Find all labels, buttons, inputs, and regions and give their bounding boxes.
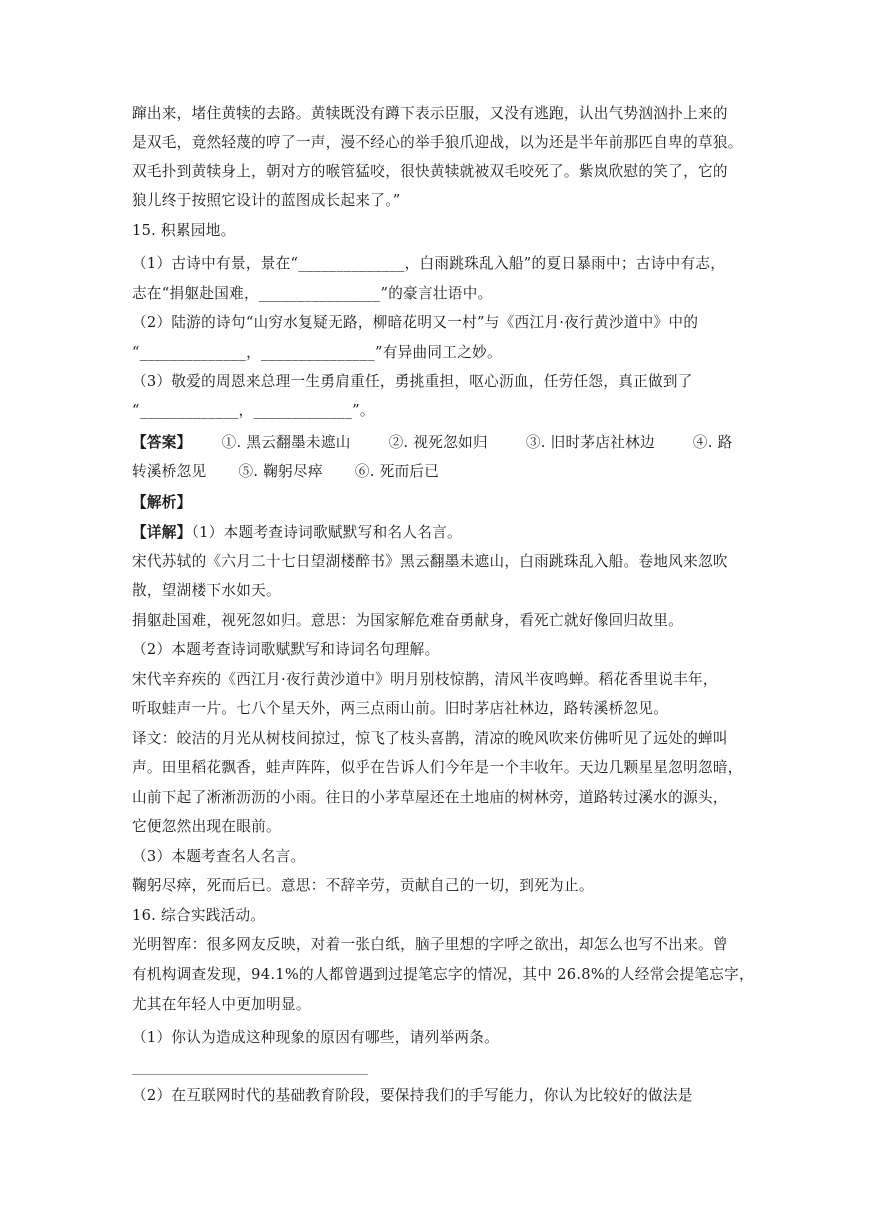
analysis-line-12: 鞠躬尽瘁，死而后已。意思：不辞辛劳，贡献自己的一切，到死为止。 — [132, 877, 594, 894]
q15-line-2: 志在“捐躯赴国难，________________”的豪言壮语中。 — [132, 285, 493, 302]
detail-line — [132, 523, 462, 543]
analysis-line-7: 译文：皎洁的月光从树枝间掠过，惊飞了枝头喜鹊，清凉的晚风吹来仿佛听见了远处的蝉叫 — [132, 730, 728, 747]
analysis-line-1: 宋代苏轼的《六月二十七日望湖楼醉书》黑云翻墨未遮山，白雨跳珠乱入船。卷地风来忽吹 — [132, 553, 728, 570]
analysis-label: 【解析】 — [132, 494, 192, 511]
analysis-line-2: 散，望湖楼下水如天。 — [132, 582, 281, 599]
analysis-line-11: （3）本题考查名人名言。 — [132, 848, 306, 865]
analysis-line-9: 山前下起了淅淅沥沥的小雨。往日的小茅草屋还在土地庙的树林旁，道路转过溪水的源头， — [132, 789, 728, 806]
q15-line-6: “_____________，_____________”。 — [132, 402, 375, 419]
answer-row-1 — [132, 433, 733, 453]
analysis-line-4: （2）本题考查诗词歌赋默写和诗词名句理解。 — [132, 641, 440, 658]
q16-line-4: （1）你认为造成这种现象的原因有哪些，请列举两条。 — [132, 1029, 500, 1046]
q15-line-4: “______________，_______________”有异曲同工之妙。 — [132, 344, 502, 361]
detail-first: （1）本题考查诗词歌赋默写和名人名言。 — [191, 524, 462, 541]
intro-line-3: 双毛扑到黄犊身上，朝对方的喉管猛咬，很快黄犊就被双毛咬死了。紫岚欣慰的笑了，它的 — [132, 163, 728, 180]
answer-4: ④. 路 — [692, 434, 733, 451]
analysis-line-5: 宋代辛弃疾的《西江月·夜行黄沙道中》明月别枝惊鹊，清风半夜鸣蝉。稻花香里说丰年， — [132, 671, 718, 688]
analysis-line-3: 捐躯赴国难，视死忽如归。意思：为国家解危难奋勇献身，看死亡就好像回归故里。 — [132, 612, 684, 629]
q16-title: 16. 综合实践活动。 — [132, 907, 266, 924]
q15-title: 15. 积累园地。 — [132, 222, 236, 239]
q15-line-5: （3）敬爱的周恩来总理一生勇肩重任，勇挑重担，呕心沥血，任劳任怨，真正做到了 — [132, 373, 693, 390]
answer-blank-line — [132, 1074, 368, 1075]
analysis-line-8: 声。田里稻花飘香，蛙声阵阵，似乎在告诉人们今年是一个丰收年。天边几颗星星忽明忽暗， — [132, 759, 743, 776]
q16-line-1: 光明智库：很多网友反映，对着一张白纸，脑子里想的字呼之欲出，却怎么也写不出来。曾 — [132, 936, 728, 953]
q16-line-2: 有机构调查发现，94.1%的人都曾遇到过提笔忘字的情况，其中 26.8%的人经常会提笔忘字， — [132, 966, 754, 983]
analysis-line-6: 听取蛙声一片。七八个星天外，两三点雨山前。旧时茅店社林边，路转溪桥忽见。 — [132, 700, 669, 717]
answer-4-cont: 转溪桥忽见 — [132, 463, 207, 480]
intro-line-2: 是双毛，竟然轻蔑的哼了一声，漫不经心的举手狼爪迎战，以为还是半年前那匹自卑的草狼。 — [132, 134, 743, 151]
q16-last-line: （2）在互联网时代的基础教育阶段，要保持我们的手写能力，你认为比较好的做法是 — [132, 1087, 693, 1104]
detail-label: 【详解】 — [132, 524, 192, 541]
q16-line-3: 尤其在年轻人中更加明显。 — [132, 996, 311, 1013]
answer-row-2 — [132, 462, 439, 482]
answer-6: ⑥. 死而后已 — [354, 463, 440, 480]
intro-line-1: 蹿出来，堵住黄犊的去路。黄犊既没有蹲下表示臣服，又没有逃跑，认出气势汹汹扑上来的 — [132, 105, 728, 122]
answer-label: 【答案】 — [132, 434, 192, 451]
analysis-line-10: 它便忽然出现在眼前。 — [132, 818, 281, 835]
answer-1: ①. 黑云翻墨未遮山 — [221, 434, 351, 451]
intro-line-4: 狼儿终于按照它设计的蓝图成长起来了。” — [132, 192, 401, 209]
q15-line-1: （1）古诗中有景，景在“______________，白雨跳珠乱入船”的夏日暴雨中；古诗中有志， — [132, 255, 726, 272]
answer-5: ⑤. 鞠躬尽瘁 — [238, 463, 323, 480]
answer-2: ②. 视死忽如归 — [388, 434, 488, 451]
answer-3: ③. 旧时茅店社林边 — [525, 434, 655, 451]
q15-line-3: （2）陆游的诗句“山穷水复疑无路，柳暗花明又一村”与《西江月·夜行黄沙道中》中的 — [132, 314, 699, 331]
